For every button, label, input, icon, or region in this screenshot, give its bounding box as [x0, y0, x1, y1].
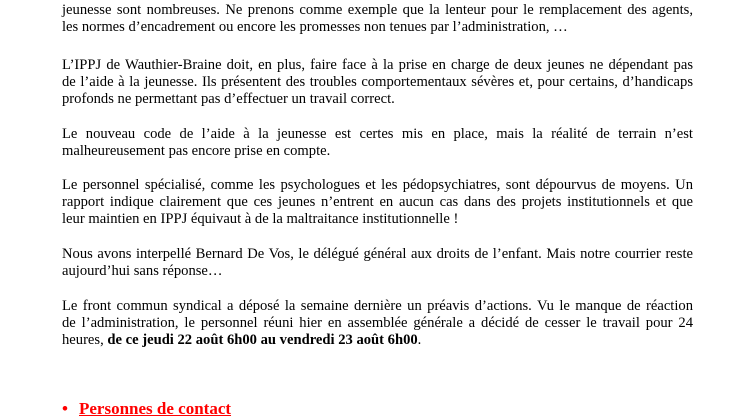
paragraph-4-line-2: rapport indique clairement que ces jeunes n’entrent en aucun cas dans des projets institutionnels et que — [62, 194, 693, 210]
paragraph-6-line-3-end: . — [417, 332, 422, 348]
paragraph-4-line-1: Le personnel spécialisé, comme les psychologues et les pédopsychiatres, sont dépourvus de moyens. Un — [62, 177, 693, 193]
paragraph-1-line-1: jeunesse sont nombreuses. Ne prenons comme exemple que la lenteur pour le remplacement des agents, — [62, 2, 693, 18]
paragraph-1-line-2: les normes d’encadrement ou encore les promesses non tenues par l’administration, … — [62, 19, 568, 35]
paragraph-3-line-1: Le nouveau code de l’aide à la jeunesse est certes mis en place, mais la réalité de terrain n’est — [62, 126, 693, 142]
action-dates: de ce jeudi 22 août 6h00 au vendredi 23 août 6h00 — [107, 332, 418, 348]
paragraph-2-line-2: de l’aide à la jeunesse. Ils présentent des troubles comportementaux sévères et, pour certains, d’handicaps — [62, 74, 693, 90]
contact-heading-label: Personnes de contact — [79, 399, 232, 418]
paragraph-2-line-3: profonds ne permettant pas d’effectuer un travail correct. — [62, 91, 395, 107]
paragraph-5-line-2: aujourd’hui sans réponse… — [62, 263, 223, 279]
contact-section-heading — [62, 399, 231, 419]
bullet-icon: • — [62, 399, 68, 418]
paragraph-3-line-2: malheureusement pas encore prise en compte. — [62, 143, 331, 159]
paragraph-6-line-1: Le front commun syndical a déposé la semaine dernière un préavis d’actions. Vu le manque de réaction — [62, 298, 693, 314]
paragraph-2-line-1: L’IPPJ de Wauthier-Braine doit, en plus, faire face à la prise en charge de deux jeunes ne dépendant pas — [62, 57, 693, 73]
paragraph-6-line-3 — [62, 332, 421, 349]
paragraph-4-line-3: leur maintien en IPPJ équivaut à de la maltraitance institutionnelle ! — [62, 211, 459, 227]
paragraph-6-line-2: de l’administration, le personnel réuni hier en assemblée générale a décidé de cesser le travail pour 24 — [62, 315, 693, 331]
paragraph-5-line-1: Nous avons interpellé Bernard De Vos, le délégué général aux droits de l’enfant. Mais notre courrier reste — [62, 246, 693, 262]
paragraph-6-line-3-start: heures, — [62, 332, 108, 348]
